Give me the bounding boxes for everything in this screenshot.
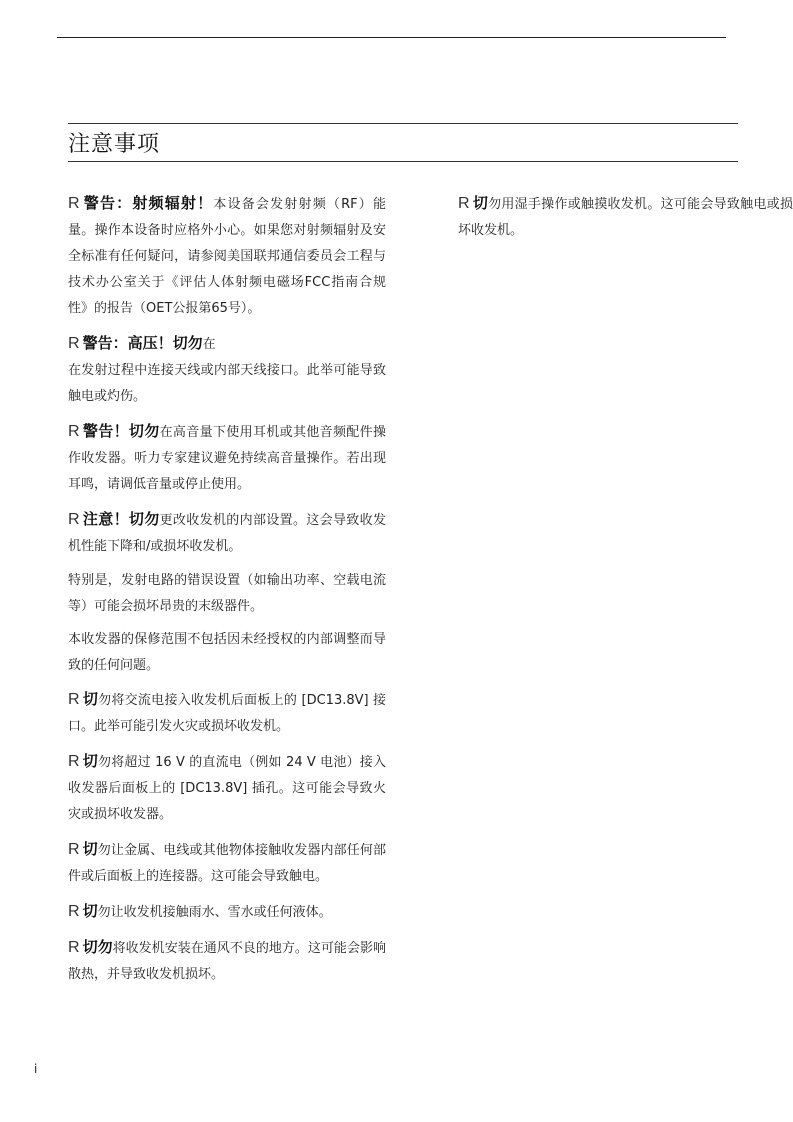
section-title: 注意事项 (68, 132, 161, 157)
precaution-text: 勿让金属、电线或其他物体接触收发器内部任何部件或后面板上的连接器。这可能会导致触电。 (68, 843, 386, 884)
warning-headphones (68, 418, 386, 498)
left-column (68, 190, 386, 996)
precaution-lead: 切 (82, 690, 99, 708)
warning-text: 本设备会发射射频（RF）能量。操作本设备时应格外小心。如果您对射频辐射及安全标准有任何疑问，请参阅美国联邦通信委员会工程与技术办公室关于《评估人体射频电磁场FCC指南合规性》的报告（OET公报第65号）。 (68, 197, 386, 316)
bullet-mark: R (68, 841, 80, 858)
warning-lead: 警告！切勿 (82, 422, 160, 440)
precaution-text: 勿将交流电接入收发机后面板上的 [DC13.8V] 接口。此举可能引发火灾或损坏收发机。 (68, 693, 386, 734)
precaution-metal-objects (68, 836, 386, 890)
precaution-wet-hands (458, 190, 793, 244)
warning-text: 在发射过程中连接天线或内部天线接口。此举可能导致触电或灼伤。 (68, 363, 386, 404)
warning-lead: 警告：射频辐射！ (82, 194, 214, 212)
precaution-text: 将收发机安装在通风不良的地方。这可能会影响散热，并导致收发机损坏。 (68, 941, 386, 982)
warning-lead: 警告：高压！切勿 (82, 334, 203, 352)
precaution-text: 勿用湿手操作或触摸收发机。这可能会导致触电或损坏收发机。 (458, 197, 793, 238)
bullet-mark: R (68, 335, 80, 352)
precaution-dc-voltage (68, 748, 386, 828)
top-rule (57, 37, 726, 38)
caution-lead: 注意！切勿 (82, 510, 160, 528)
precaution-lead: 切 (82, 840, 98, 858)
bullet-mark: R (68, 195, 80, 212)
bullet-mark: R (458, 195, 470, 212)
warning-high-voltage (68, 330, 386, 410)
title-rule-top (68, 123, 738, 124)
note-warranty: 本收发器的保修范围不包括因未经授权的内部调整而导致的任何问题。 (68, 632, 386, 673)
precaution-lead: 切 (82, 752, 98, 770)
precaution-text: 勿让收发机接触雨水、雪水或任何液体。 (97, 905, 332, 920)
bullet-mark: R (68, 753, 80, 770)
caution-text: 更改收发机的内部设置。这会导致收发机性能下降和/或损坏收发机。 (68, 513, 386, 554)
bullet-mark: R (68, 423, 80, 440)
precaution-lead: 切 (472, 194, 489, 212)
bullet-mark: R (68, 511, 80, 528)
title-rule-bottom (68, 161, 738, 162)
page-number: i (34, 1062, 38, 1076)
bullet-mark: R (68, 903, 80, 920)
precaution-lead: 切勿 (82, 938, 113, 956)
precaution-ventilation (68, 934, 386, 988)
precaution-liquids (68, 898, 386, 926)
caution-internal-settings (68, 506, 386, 560)
warning-text-inline: 在 (202, 337, 216, 352)
bullet-mark: R (68, 691, 80, 708)
warning-text: 在高音量下使用耳机或其他音频配件操作收发器。听力专家建议避免持续高音量操作。若出现耳鸣，请调低音量或停止使用。 (68, 425, 386, 492)
warning-rf-radiation (68, 190, 386, 322)
precaution-lead: 切 (82, 902, 98, 920)
precaution-ac-power (68, 686, 386, 740)
bullet-mark: R (68, 939, 80, 956)
precaution-text: 勿将超过 16 V 的直流电（例如 24 V 电池）接入收发器后面板上的 [DC13.8V] 插孔。这可能会导致火灾或损坏收发器。 (68, 755, 386, 822)
right-column (458, 190, 793, 252)
note-transmit-circuit: 特别是，发射电路的错误设置（如输出功率、空载电流等）可能会损坏昂贵的末级器件。 (68, 573, 386, 614)
